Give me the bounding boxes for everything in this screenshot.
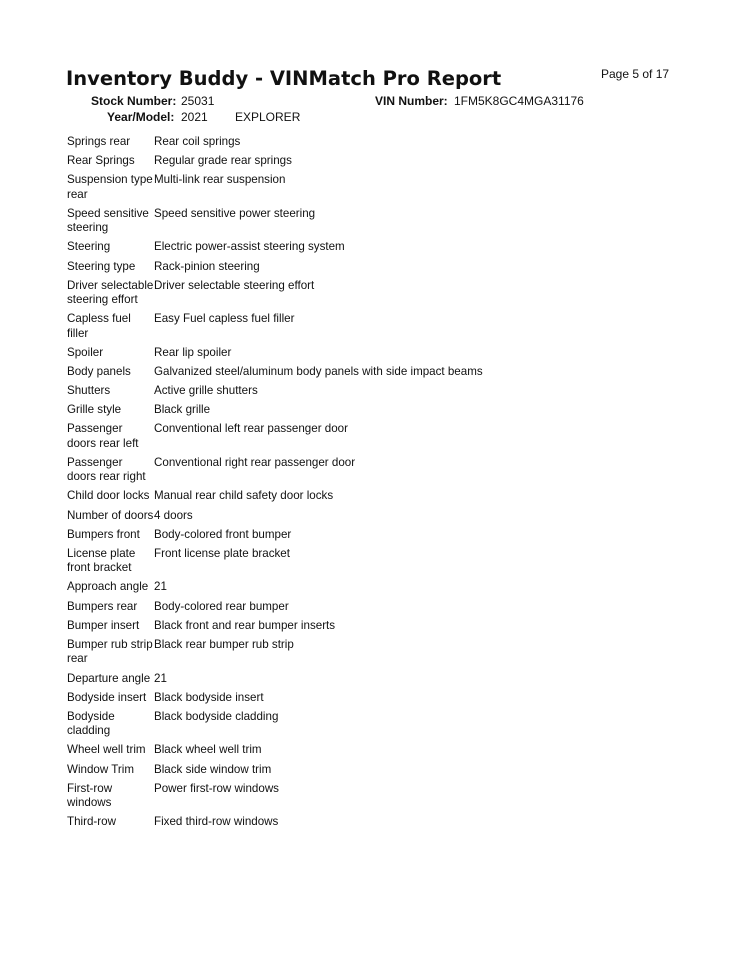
spec-name: First-row windows	[67, 781, 113, 810]
spec-row	[67, 365, 667, 384]
spec-row	[67, 547, 667, 580]
spec-value: Active grille shutters	[154, 384, 258, 398]
spec-row	[67, 782, 667, 815]
report-title: Inventory Buddy - VINMatch Pro Report	[66, 67, 502, 90]
spec-value: Black rear bumper rub strip	[154, 638, 294, 652]
spec-value: Black wheel well trim	[154, 743, 262, 757]
spec-name: Steering type	[67, 259, 136, 273]
spec-row	[67, 815, 667, 834]
spec-value: Multi-link rear suspension	[154, 173, 286, 187]
spec-row	[67, 528, 667, 547]
stock-number-label: Stock Number:	[91, 94, 177, 108]
spec-name: Passenger doors rear right	[67, 455, 146, 484]
spec-row	[67, 154, 667, 173]
spec-row	[67, 346, 667, 365]
spec-row	[67, 279, 667, 312]
spec-value: Black bodyside cladding	[154, 709, 279, 723]
year-value: 2021	[181, 110, 208, 124]
spec-value: Electric power-assist steering system	[154, 240, 345, 254]
spec-value: Body-colored front bumper	[154, 527, 292, 541]
spec-name: Passenger doors rear left	[67, 422, 139, 450]
spec-row	[67, 207, 667, 240]
spec-name: Body panels	[67, 364, 131, 378]
spec-row	[67, 600, 667, 619]
spec-name: Bodyside insert	[67, 690, 147, 704]
spec-name: Shutters	[67, 384, 111, 398]
spec-value: Rack-pinion steering	[154, 259, 260, 273]
year-model-label: Year/Model:	[107, 110, 175, 124]
spec-name: Springs rear	[67, 135, 131, 148]
vin-number	[375, 94, 584, 108]
spec-name: Third-row	[67, 815, 116, 829]
page-number: Page 5 of 17	[601, 67, 670, 81]
spec-value: Rear lip spoiler	[154, 345, 232, 359]
spec-row	[67, 619, 667, 638]
spec-value: Fixed third-row windows	[154, 815, 279, 829]
spec-row	[67, 403, 667, 422]
spec-row	[67, 763, 667, 782]
spec-value: Rear coil springs	[154, 135, 241, 148]
spec-name: Window Trim	[67, 762, 134, 776]
spec-value: Black front and rear bumper inserts	[154, 618, 336, 632]
vin-number-value: 1FM5K8GC4MGA31176	[454, 94, 584, 108]
spec-row	[67, 260, 667, 279]
spec-table	[67, 135, 667, 834]
spec-name: Child door locks	[67, 489, 150, 503]
spec-name: Grille style	[67, 403, 122, 417]
spec-value: 21	[154, 580, 167, 594]
spec-value: Galvanized steel/aluminum body panels with side impact beams	[154, 364, 483, 378]
spec-name: Departure angle	[67, 671, 151, 685]
spec-name: Bodyside cladding	[67, 709, 115, 738]
spec-value: Speed sensitive power steering	[154, 206, 316, 220]
spec-name: Bumpers rear	[67, 599, 138, 613]
spec-value: 21	[154, 671, 167, 685]
spec-value: Black side window trim	[154, 762, 272, 776]
spec-row	[67, 489, 667, 508]
spec-value: Conventional left rear passenger door	[154, 422, 348, 436]
spec-name: Wheel well trim	[67, 743, 146, 757]
spec-row	[67, 384, 667, 403]
stock-number-value: 25031	[181, 94, 215, 108]
spec-name: Capless fuel filler	[67, 312, 131, 340]
spec-value: Easy Fuel capless fuel filler	[154, 312, 295, 326]
spec-row	[67, 173, 667, 206]
spec-value: Black bodyside insert	[154, 690, 264, 704]
spec-name: Approach angle	[67, 580, 149, 594]
spec-value: Regular grade rear springs	[154, 154, 292, 168]
stock-number	[91, 94, 215, 108]
spec-name: Suspension type rear	[67, 173, 153, 201]
spec-value: Front license plate bracket	[154, 546, 290, 560]
spec-name: Speed sensitive steering	[67, 206, 149, 235]
spec-row	[67, 422, 667, 455]
spec-value: Conventional right rear passenger door	[154, 455, 356, 469]
spec-name: Number of doors	[67, 508, 154, 522]
spec-row	[67, 743, 667, 762]
model-value: EXPLORER	[235, 110, 301, 124]
spec-row	[67, 456, 667, 489]
spec-row	[67, 312, 667, 345]
spec-value: Driver selectable steering effort	[154, 278, 315, 292]
spec-value: Manual rear child safety door locks	[154, 489, 334, 503]
spec-row	[67, 638, 667, 671]
spec-name: Bumpers front	[67, 527, 140, 541]
spec-row	[67, 691, 667, 710]
spec-name: Spoiler	[67, 345, 104, 359]
spec-name: Rear Springs	[67, 154, 135, 168]
spec-value: Black grille	[154, 403, 211, 417]
vin-number-label: VIN Number:	[375, 94, 448, 108]
spec-value: Body-colored rear bumper	[154, 599, 289, 613]
spec-name: Driver selectable steering effort	[67, 278, 154, 307]
spec-name: Bumper insert	[67, 618, 140, 632]
spec-row	[67, 672, 667, 691]
spec-name: Steering	[67, 240, 111, 254]
year-model	[107, 110, 301, 124]
spec-row	[67, 240, 667, 259]
spec-name: License plate front bracket	[67, 546, 136, 575]
spec-name: Bumper rub strip rear	[67, 638, 153, 666]
spec-row	[67, 509, 667, 528]
spec-row	[67, 580, 667, 599]
spec-row	[67, 710, 667, 743]
spec-row	[67, 135, 667, 154]
spec-value: Power first-row windows	[154, 781, 279, 795]
spec-value: 4 doors	[154, 508, 193, 522]
